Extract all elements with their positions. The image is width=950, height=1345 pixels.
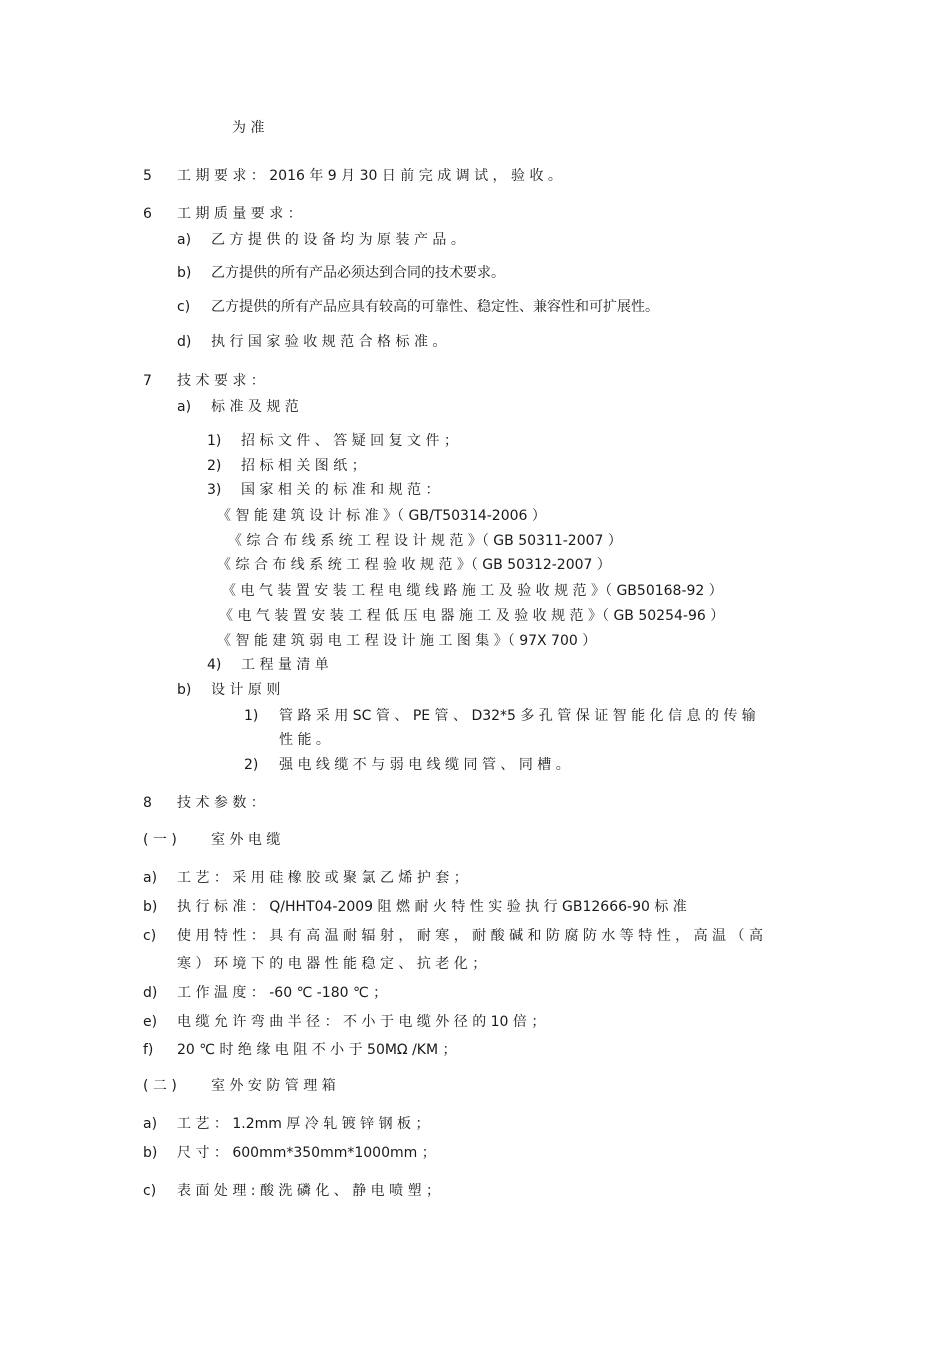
list-item: 标 准 及 规 范: [211, 399, 299, 415]
subsection-heading: 室 外 电 缆: [211, 832, 281, 848]
list-item: 乙方提供的所有产品必须达到合同的技术要求。: [211, 265, 505, 281]
list-item: 执 行 标 准 ： Q/HHT04-2009 阻 燃 耐 火 特 性 实 验 执 行 GB12666-90 标 准: [177, 899, 687, 915]
list-item: 招 标 相 关 图 纸 ；: [241, 458, 366, 474]
list-marker: c): [177, 299, 191, 315]
list-marker: b): [177, 682, 192, 698]
list-marker: d): [177, 334, 192, 350]
list-marker: 3): [207, 482, 222, 498]
list-item: 20 ℃ 时 绝 缘 电 阻 不 小 于 50MΩ /KM ；: [177, 1042, 457, 1058]
list-item: 国 家 相 关 的 标 准 和 规 范 ：: [241, 482, 440, 498]
section-heading: 技 术 参 数 ：: [177, 795, 265, 811]
list-marker: a): [177, 399, 192, 415]
standard-reference: 《 综 合 布 线 系 统 工 程 设 计 规 范 》（ GB 50311-2007 ）: [228, 533, 622, 549]
list-item: 使 用 特 性 ： 具 有 高 温 耐 辐 射 ， 耐 寒 ， 耐 酸 碱 和 防 腐 防 水 等 特 性 ， 高 温 （ 高: [177, 928, 763, 944]
list-marker: e): [143, 1014, 158, 1030]
section-number: 8: [143, 795, 152, 811]
subsection-number: ( 一 ): [143, 832, 177, 848]
list-marker: 1): [207, 433, 222, 449]
list-marker: f): [143, 1042, 154, 1058]
list-marker: c): [143, 1183, 157, 1199]
list-item: 乙方提供的所有产品应具有较高的可靠性、稳定性、兼容性和可扩展性。: [211, 299, 659, 315]
list-marker: a): [143, 870, 158, 886]
standard-reference: 《 电 气 装 置 安 装 工 程 低 压 电 器 施 工 及 验 收 规 范 》（ GB 50254-96 ）: [219, 608, 725, 624]
list-marker: 4): [207, 657, 222, 673]
list-item: 设 计 原 则: [211, 682, 281, 698]
list-marker: b): [177, 265, 192, 281]
list-item: 电 缆 允 许 弯 曲 半 径 ： 不 小 于 电 缆 外 径 的 10 倍 ；: [177, 1014, 546, 1030]
section-heading: 工 期 质 量 要 求 ：: [177, 206, 302, 222]
list-item: 尺 寸 ： 600mm*350mm*1000mm ；: [177, 1145, 436, 1161]
section-heading: 技 术 要 求 ：: [177, 373, 265, 389]
list-item: 乙 方 提 供 的 设 备 均 为 原 装 产 品 。: [211, 232, 465, 248]
standard-reference: 《 综 合 布 线 系 统 工 程 验 收 规 范 》（ GB 50312-2007 ）: [217, 557, 611, 573]
list-item: 工 程 量 清 单: [241, 657, 329, 673]
list-marker: d): [143, 985, 158, 1001]
list-item: 招 标 文 件 、 答 疑 回 复 文 件 ；: [241, 433, 458, 449]
text-line: 工 期 要 求 ： 2016 年 9 月 30 日 前 完 成 调 试 ， 验 收 。: [177, 168, 562, 184]
subsection-heading: 室 外 安 防 管 理 箱: [211, 1078, 336, 1094]
list-item: 管 路 采 用 SC 管 、 PE 管 、 D32*5 多 孔 管 保 证 智 能 化 信 息 的 传 输: [279, 708, 756, 724]
section-number: 6: [143, 206, 152, 222]
section-number: 7: [143, 373, 152, 389]
list-marker: 2): [244, 757, 259, 773]
section-number: 5: [143, 168, 152, 184]
list-item: 强 电 线 缆 不 与 弱 电 线 缆 同 管 、 同 槽 。: [279, 757, 570, 773]
list-marker: a): [143, 1116, 158, 1132]
standard-reference: 《 智 能 建 筑 设 计 标 准 》（ GB/T50314-2006 ）: [217, 508, 546, 524]
list-item: 工 作 温 度 ： -60 ℃ -180 ℃ ；: [177, 985, 388, 1001]
list-item: 表 面 处 理 : 酸 洗 磷 化 、 静 电 喷 塑 ；: [177, 1183, 441, 1199]
list-marker: b): [143, 899, 158, 915]
standard-reference: 《 智 能 建 筑 弱 电 工 程 设 计 施 工 图 集 》（ 97X 700 ）: [217, 633, 597, 649]
standard-reference: 《 电 气 装 置 安 装 工 程 电 缆 线 路 施 工 及 验 收 规 范 》（ GB50168-92 ）: [222, 583, 723, 599]
list-marker: b): [143, 1145, 158, 1161]
list-item-continuation: 寒 ） 环 境 下 的 电 器 性 能 稳 定 、 抗 老 化 ；: [177, 956, 487, 972]
list-marker: a): [177, 232, 192, 248]
list-marker: 2): [207, 458, 222, 474]
list-item: 执 行 国 家 验 收 规 范 合 格 标 准 。: [211, 334, 447, 350]
subsection-number: ( 二 ): [143, 1078, 177, 1094]
list-marker: c): [143, 928, 157, 944]
list-item-continuation: 性 能 。: [279, 732, 330, 748]
list-item: 工 艺 ： 1.2mm 厚 冷 轧 镀 锌 钢 板 ；: [177, 1116, 430, 1132]
text-line: 为 准: [232, 120, 265, 136]
list-item: 工 艺 ： 采 用 硅 橡 胶 或 聚 氯 乙 烯 护 套 ；: [177, 870, 468, 886]
list-marker: 1): [244, 708, 259, 724]
